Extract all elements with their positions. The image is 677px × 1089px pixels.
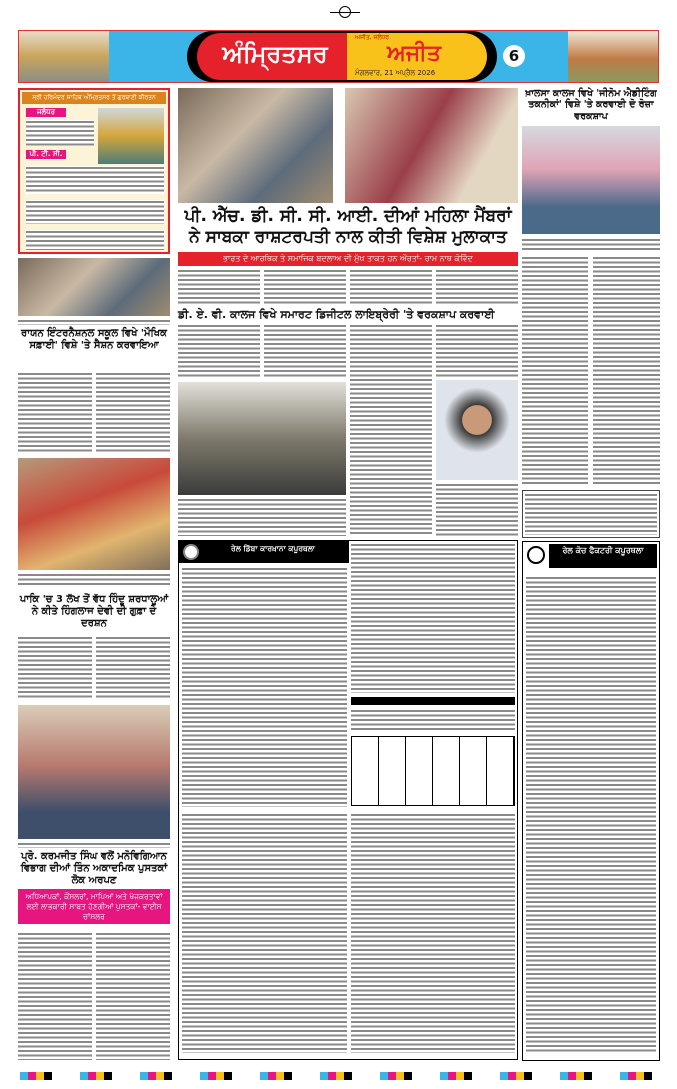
dav-workshop-photo [178,382,346,495]
masthead-city: ਅੰਮ੍ਰਿਤਸਰ [222,40,328,68]
ad-tag-1: ਜਲੰਧਰ [26,108,66,117]
tender-notice-left [178,540,518,1060]
page-number: 6 [503,45,525,67]
ryan-school-photo [18,258,170,316]
gurbani-ad [18,88,170,254]
golden-temple-photo [98,108,164,164]
masthead [18,30,659,83]
color-registration-bar [20,1072,660,1080]
main-subheadline: ਭਾਰਤ ਦੇ ਆਰਥਿਕ ਤੇ ਸਮਾਜਿਕ ਬਦਲਾਅ ਦੀ ਮੁੱਖ ਤਾਕਤ ਹਨ ਔਰਤਾਂ- ਰਾਮ ਨਾਥ ਕੋਵਿੰਦ [178,252,518,266]
railway-logo-icon [527,546,545,564]
masthead-date: ਮੰਗਲਵਾਰ, 21 ਅਪ੍ਰੈਲ 2026 [355,69,436,77]
middle-stories [178,206,518,536]
headline-ryan: ਰਾਯਨ ਇੰਟਰਨੈਸ਼ਨਲ ਸਕੂਲ ਵਿਖੇ 'ਮੌਖਿਕ ਸਫ਼ਾਈ' ਵਿਸ਼ੇ 'ਤੇ ਸੈਸ਼ਨ ਕਰਵਾਇਆ [21,328,167,351]
headline-pak: ਪਾਕਿ 'ਚ 3 ਲੱਖ ਤੋਂ ਵੱਧ ਹਿੰਦੂ ਸ਼ਰਧਾਲੂਆਂ ਨੇ ਕੀਤੇ ਹਿੰਗਲਾਜ ਦੇਵੀ ਦੀ ਗੁਫ਼ਾ ਦੇ ਦਰਸ਼ਨ [19,594,169,629]
tender-notice-right [522,541,660,1061]
tender-right-title: ਰੇਲ ਕੋਚ ਫੈਕਟਰੀ ਕਪੂਰਥਲਾ [549,544,657,568]
golden-temple-image [19,31,109,82]
tender-table [351,736,515,806]
railway-logo-icon [183,544,199,560]
headline-dav: ਡੀ. ਏ. ਵੀ. ਕਾਲਜ ਵਿਖੇ ਸਮਾਰਟ ਡਿਜੀਟਲ ਲਾਇਬ੍ਰੇਰੀ 'ਤੇ ਵਰਕਸ਼ਾਪ ਕਰਵਾਈ [178,307,495,321]
subhead-prof: ਅਧਿਆਪਕਾਂ, ਕੌਂਸਲਰਾਂ, ਮਾਪਿਆਂ ਅਤੇ ਖੋਜਕਰਤਾਵਾਂ ਲਈ ਲਾਭਕਾਰੀ ਸਾਬਤ ਹੋਣਗੀਆਂ ਪੁਸਤਕਾਂ- ਵਾਈਸ ਚਾਂਸਲਰ [18,889,170,924]
headline-khalsa: ਖ਼ਾਲਸਾ ਕਾਲਜ ਵਿਖੇ 'ਜੀਨੋਮ ਐਡੀਟਿੰਗ ਤਕਨੀਕਾਂ' ਵਿਸ਼ੇ 'ਤੇ ਕਰਵਾਈ ਦੋ ਰੋਜ਼ਾ ਵਰਕਸ਼ਾਪ [525,88,657,122]
ad-title: ਸ੍ਰੀ ਹਰਿਮੰਦਰ ਸਾਹਿਬ ਅੰਮ੍ਰਿਤਸਰ ਤੋਂ ਗੁਰਬਾਣੀ ਕੀਰਤਨ [22,92,166,104]
tender-left-title: ਰੇਲ ਡਿੱਬਾ ਕਾਰਖ਼ਾਨਾ ਕਪੂਰਥਲਾ [231,544,315,553]
phdcci-group-photo-1 [178,88,333,203]
phdcci-group-photo-2 [345,88,518,203]
masthead-edition: ਅਜੀਤ, ਜਲੰਧਰ [355,34,390,41]
pilgrims-photo [18,458,170,570]
ad-tag-2: ਪੀ. ਟੀ. ਸੀ. [26,150,66,159]
registration-mark-circle [339,6,351,18]
headline-prof: ਪ੍ਰੋ. ਕਰਮਜੀਤ ਸਿੰਘ ਵਲੋਂ ਮਨੋਵਿਗਿਆਨ ਵਿਭਾਗ ਦੀਆਂ ਤਿੰਨ ਅਕਾਦਮਿਕ ਪੁਸਤਕਾਂ ਲੋਕ ਅਰਪਣ [20,851,168,886]
book-release-photo [18,705,170,839]
monument-image [568,31,658,82]
masthead-paper: ਅਜੀਤ [387,41,441,66]
khalsa-workshop-photo [522,126,660,234]
main-headline: ਪੀ. ਐੱਚ. ਡੀ. ਸੀ. ਸੀ. ਆਈ. ਦੀਆਂ ਮਹਿਲਾ ਮੈਂਬਰਾਂ ਨੇ ਸਾਬਕਾ ਰਾਸ਼ਟਰਪਤੀ ਨਾਲ ਕੀਤੀ ਵਿਸ਼ੇਸ਼ ਮੁਲਾਕਾਤ [184,206,512,248]
student-portrait [436,380,518,480]
